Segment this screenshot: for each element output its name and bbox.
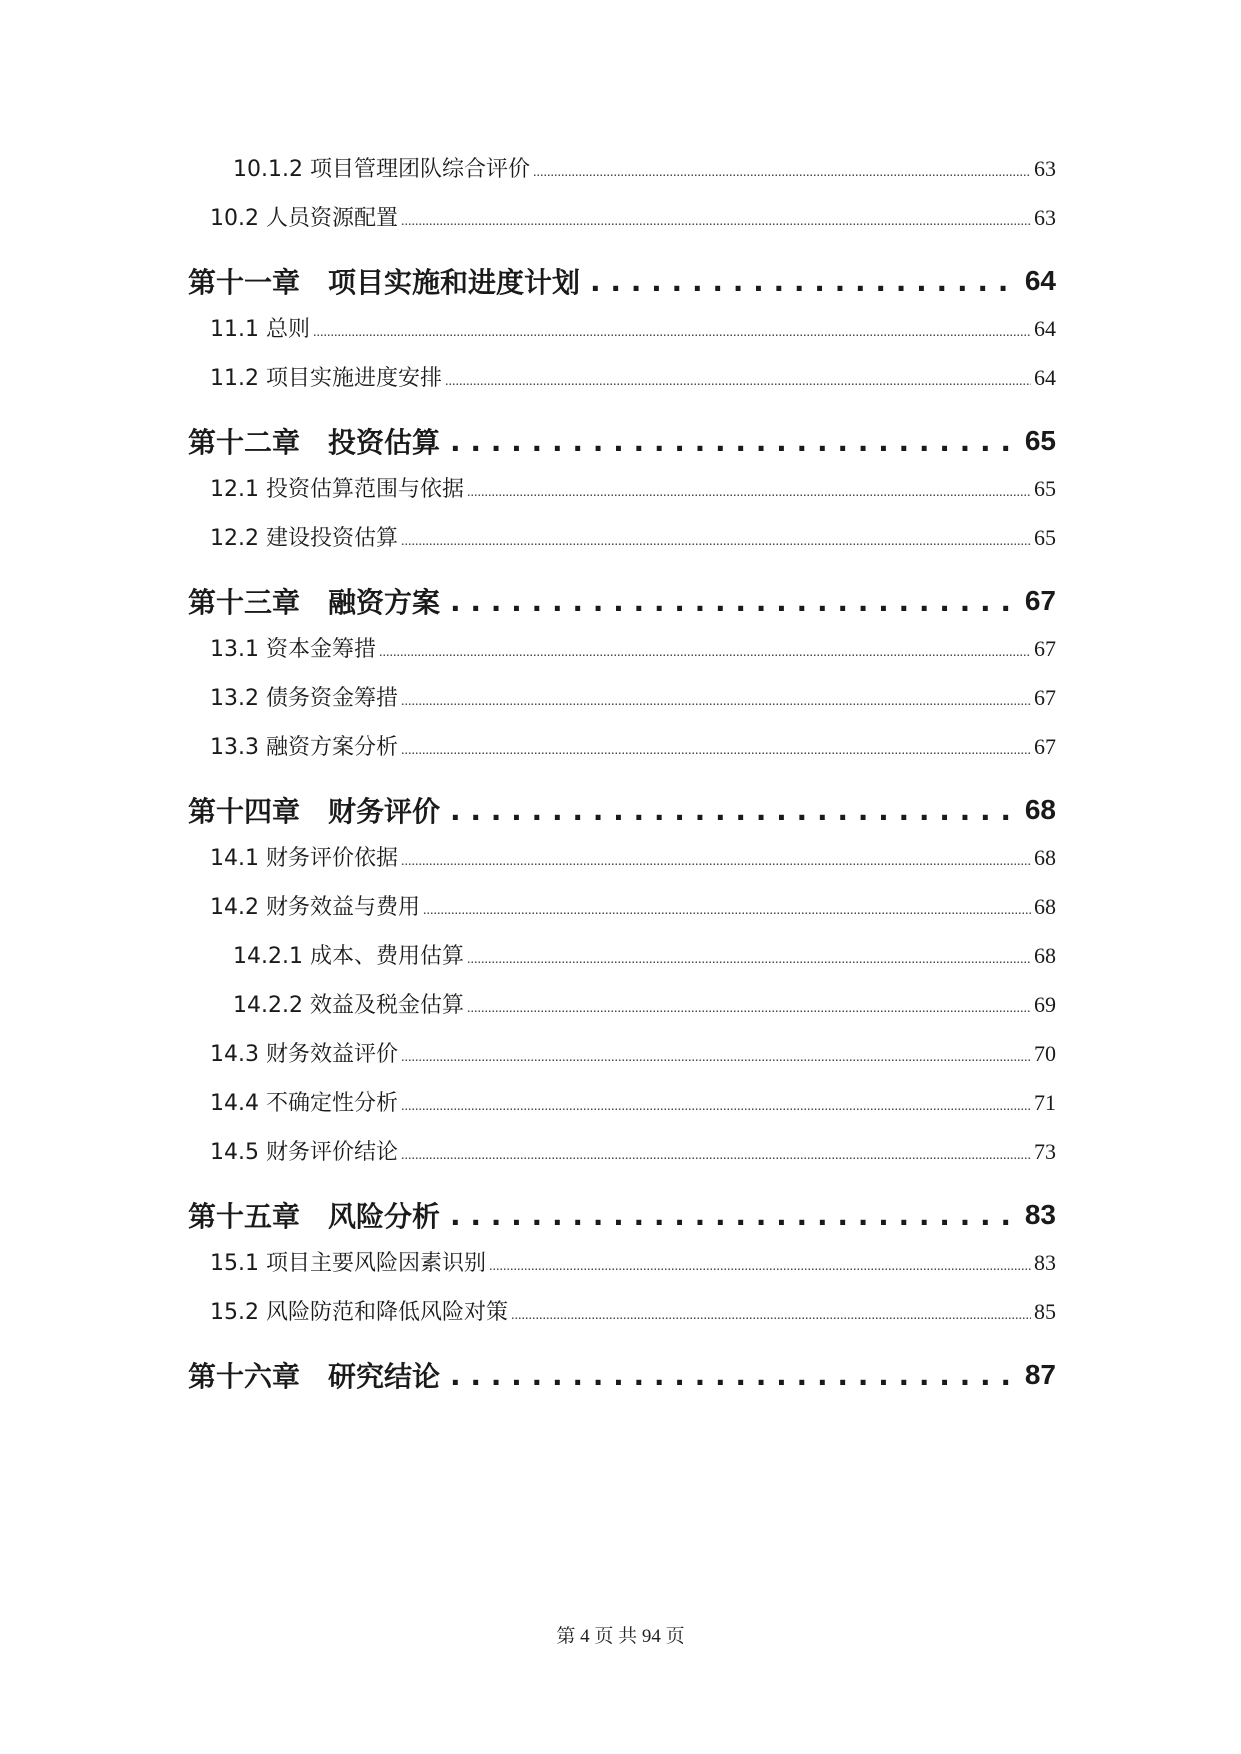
dot-leader — [401, 694, 1031, 710]
toc-entry-title: 11.1 总则 — [210, 317, 310, 342]
toc-entry-title: 10.2 人员资源配置 — [210, 206, 398, 231]
toc-entry-title: 14.4 不确定性分析 — [210, 1091, 398, 1116]
toc-page-number: 68 — [1034, 845, 1056, 870]
toc-entry-title: 10.1.2 项目管理团队综合评价 — [233, 157, 530, 182]
toc-entry-13-1[interactable] — [188, 632, 1056, 681]
dot-leader — [401, 1148, 1031, 1164]
toc-page-number: 68 — [1034, 943, 1056, 968]
page-footer: 第 4 页 共 94 页 — [556, 1626, 685, 1647]
toc-entry-13-2[interactable] — [188, 681, 1056, 730]
toc-entry-14-1[interactable] — [188, 841, 1056, 890]
toc-page-number: 63 — [1034, 156, 1056, 181]
toc-chapter-title: 第十三章 融资方案 — [188, 586, 441, 619]
dot-leader — [533, 165, 1031, 181]
toc-chapter-15[interactable] — [188, 1184, 1056, 1246]
toc-page-number: 71 — [1034, 1090, 1056, 1115]
toc-entry-11-2[interactable] — [188, 361, 1056, 410]
dot-leader — [467, 1001, 1031, 1017]
toc-entry-15-1[interactable] — [188, 1246, 1056, 1295]
toc-entry-title: 13.2 债务资金筹措 — [210, 686, 398, 711]
toc-chapter-12[interactable] — [188, 410, 1056, 472]
toc-entry-10-2[interactable] — [188, 201, 1056, 250]
toc-entry-13-3[interactable] — [188, 730, 1056, 779]
toc-entry-14-2-2[interactable] — [188, 988, 1056, 1037]
toc-chapter-14[interactable] — [188, 779, 1056, 841]
toc-entry-title: 13.1 资本金筹措 — [210, 637, 376, 662]
toc-page-number: 73 — [1034, 1139, 1056, 1164]
toc-page-number: 87 — [1024, 1359, 1056, 1390]
toc-chapter-13[interactable] — [188, 570, 1056, 632]
toc-entry-15-2[interactable] — [188, 1295, 1056, 1344]
dot-leader — [489, 1259, 1031, 1275]
toc-page-number: 65 — [1034, 525, 1056, 550]
toc-entry-title: 14.2 财务效益与费用 — [210, 895, 420, 920]
dot-leader — [401, 534, 1031, 550]
dot-leader — [401, 743, 1031, 759]
toc-page-number: 67 — [1024, 585, 1056, 616]
dot-leader — [379, 645, 1031, 661]
toc-page-number: 65 — [1034, 476, 1056, 501]
toc-page-number: 67 — [1034, 734, 1056, 759]
toc-entry-14-3[interactable] — [188, 1037, 1056, 1086]
toc-entry-14-4[interactable] — [188, 1086, 1056, 1135]
dot-leader — [590, 265, 1019, 298]
dot-leader — [401, 854, 1031, 870]
toc-chapter-title: 第十一章 项目实施和进度计划 — [188, 266, 581, 299]
toc-page-number: 68 — [1034, 894, 1056, 919]
dot-leader — [450, 1359, 1019, 1392]
dot-leader — [450, 425, 1019, 458]
toc-chapter-title: 第十四章 财务评价 — [188, 795, 441, 828]
toc-page-number: 70 — [1034, 1041, 1056, 1066]
table-of-contents — [188, 152, 1056, 1406]
toc-chapter-title: 第十五章 风险分析 — [188, 1200, 441, 1233]
toc-entry-12-1[interactable] — [188, 472, 1056, 521]
toc-page-number: 65 — [1024, 425, 1056, 456]
toc-chapter-title: 第十二章 投资估算 — [188, 426, 441, 459]
toc-page-number: 64 — [1034, 365, 1056, 390]
toc-entry-title: 14.1 财务评价依据 — [210, 846, 398, 871]
toc-entry-title: 15.1 项目主要风险因素识别 — [210, 1251, 486, 1276]
toc-page-number: 83 — [1034, 1250, 1056, 1275]
dot-leader — [467, 952, 1031, 968]
toc-entry-14-2-1[interactable] — [188, 939, 1056, 988]
dot-leader — [445, 374, 1031, 390]
toc-chapter-title: 第十六章 研究结论 — [188, 1360, 441, 1393]
toc-entry-title: 14.2.2 效益及税金估算 — [233, 993, 464, 1018]
dot-leader — [450, 585, 1019, 618]
toc-entry-title: 14.3 财务效益评价 — [210, 1042, 398, 1067]
toc-entry-14-5[interactable] — [188, 1135, 1056, 1184]
toc-entry-title: 12.1 投资估算范围与依据 — [210, 477, 464, 502]
toc-entry-10-1-2[interactable] — [188, 152, 1056, 201]
dot-leader — [313, 325, 1031, 341]
dot-leader — [450, 794, 1019, 827]
toc-page-number: 68 — [1024, 794, 1056, 825]
toc-chapter-16[interactable] — [188, 1344, 1056, 1406]
toc-entry-title: 11.2 项目实施进度安排 — [210, 366, 442, 391]
toc-chapter-11[interactable] — [188, 250, 1056, 312]
toc-entry-14-2[interactable] — [188, 890, 1056, 939]
toc-entry-11-1[interactable] — [188, 312, 1056, 361]
toc-page-number: 64 — [1024, 265, 1056, 296]
toc-page-number: 69 — [1034, 992, 1056, 1017]
toc-entry-12-2[interactable] — [188, 521, 1056, 570]
toc-entry-title: 15.2 风险防范和降低风险对策 — [210, 1300, 508, 1325]
dot-leader — [401, 1050, 1031, 1066]
toc-page-number: 63 — [1034, 205, 1056, 230]
dot-leader — [423, 903, 1031, 919]
dot-leader — [467, 485, 1031, 501]
dot-leader — [511, 1308, 1031, 1324]
toc-page-number: 83 — [1024, 1199, 1056, 1230]
toc-entry-title: 12.2 建设投资估算 — [210, 526, 398, 551]
toc-page-number: 67 — [1034, 636, 1056, 661]
toc-page-number: 64 — [1034, 316, 1056, 341]
toc-entry-title: 14.5 财务评价结论 — [210, 1140, 398, 1165]
toc-entry-title: 14.2.1 成本、费用估算 — [233, 944, 464, 969]
dot-leader — [450, 1199, 1019, 1232]
toc-page-number: 67 — [1034, 685, 1056, 710]
toc-entry-title: 13.3 融资方案分析 — [210, 735, 398, 760]
dot-leader — [401, 214, 1031, 230]
toc-page-number: 85 — [1034, 1299, 1056, 1324]
dot-leader — [401, 1099, 1031, 1115]
